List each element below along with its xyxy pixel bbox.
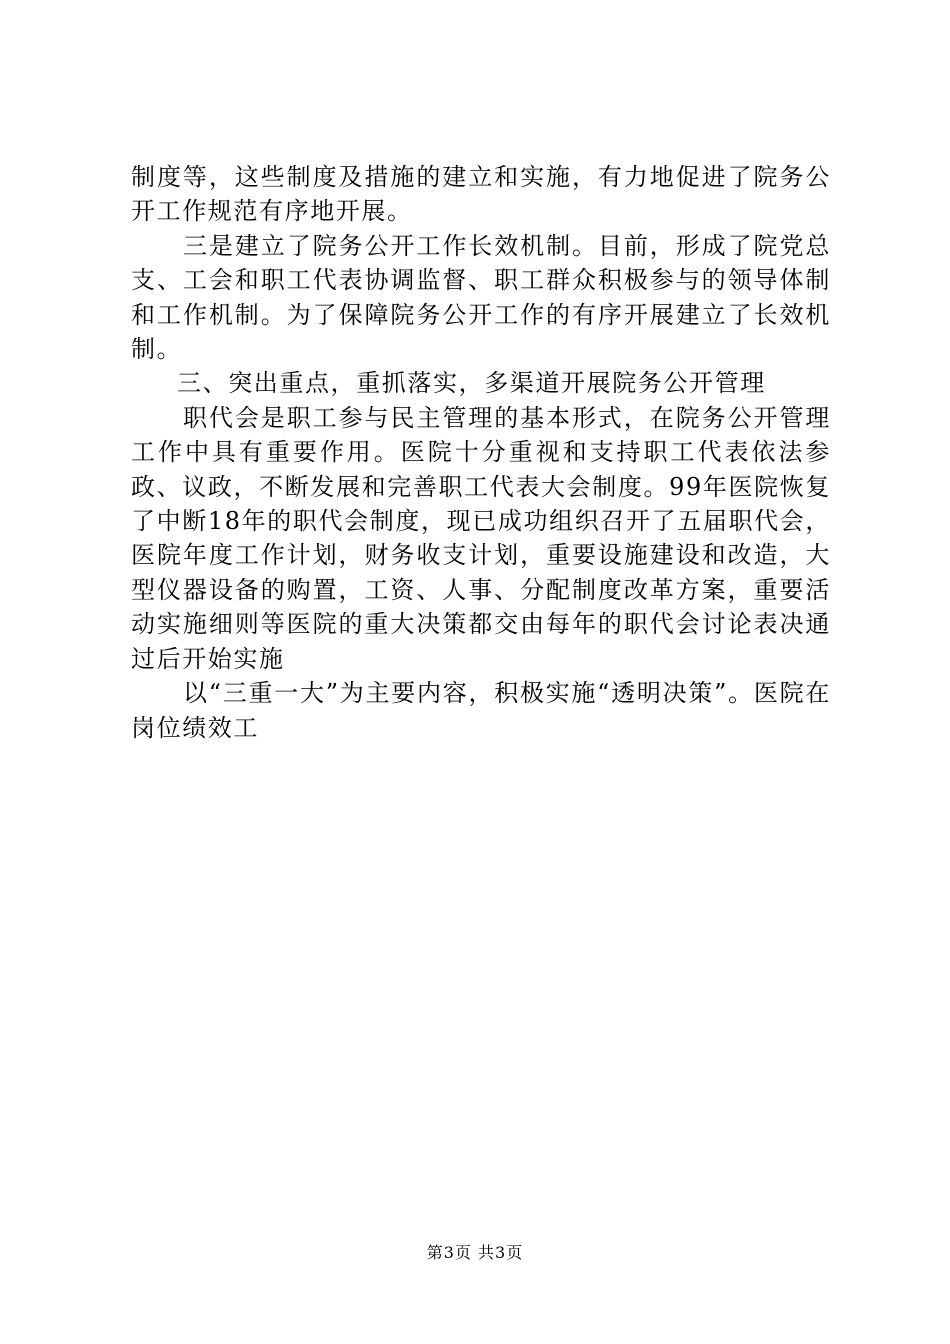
- paragraph-staff-congress: 职代会是职工参与民主管理的基本形式，在院务公开管理工作中具有重要作用。医院十分重视和支持职工代表依法参政、议政，不断发展和完善职工代表大会制度。99年医院恢复了中断18年的职代会制度，现已成功组织召开了五届职代会，医院年度工作计划，财务收支计划，重要设施建设和改造，大型仪器设备的购置，工资、人事、分配制度改革方案，重要活动实施细则等医院的重大决策都交由每年的职代会讨论表决通过后开始实施: [131, 403, 831, 673]
- paragraph-transparent-decisions: 以“三重一大”为主要内容，积极实施“透明决策”。医院在岗位绩效工: [131, 679, 831, 742]
- page-footer: 第3页 共3页: [426, 1243, 524, 1262]
- paragraph-long-term-mechanism: 三是建立了院务公开工作长效机制。目前，形成了院党总支、工会和职工代表协调监督、职工群众积极参与的领导体制和工作机制。为了保障院务公开工作的有序开展建立了长效机制。: [131, 231, 831, 364]
- section-heading: 三、突出重点，重抓落实，多渠道开展院务公开管理: [177, 369, 766, 398]
- paragraph-continuation: 制度等，这些制度及措施的建立和实施，有力地促进了院务公开工作规范有序地开展。: [131, 163, 831, 226]
- document-body: [131, 160, 831, 745]
